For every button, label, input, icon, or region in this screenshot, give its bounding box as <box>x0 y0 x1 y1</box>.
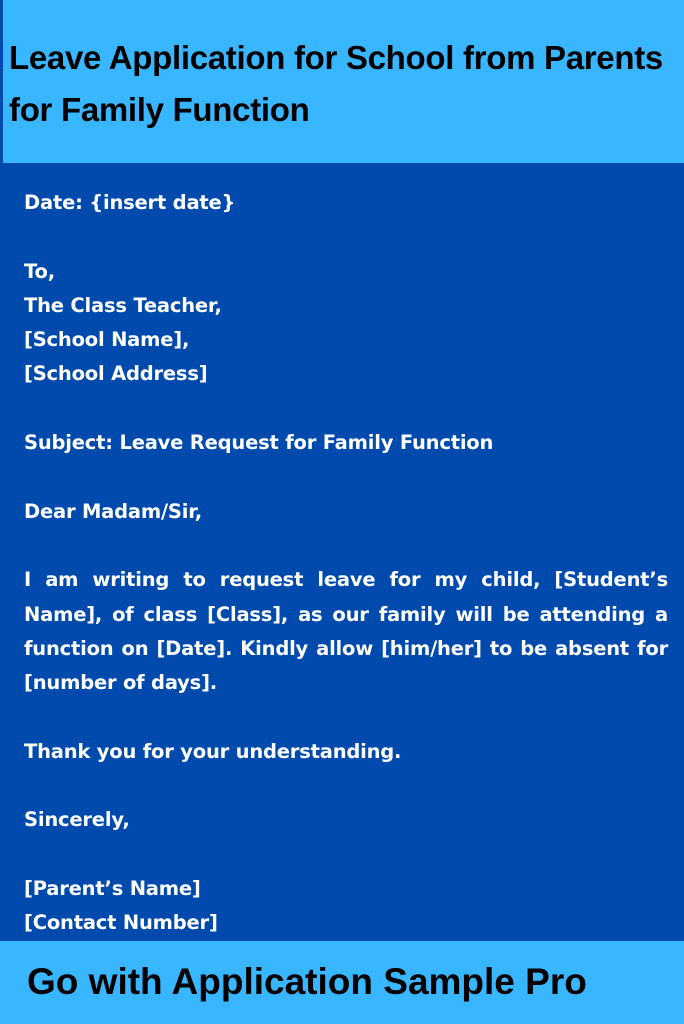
spacer <box>24 838 668 872</box>
thanks-line: Thank you for your understanding. <box>24 739 402 763</box>
letter-body <box>24 186 668 941</box>
title-banner <box>0 0 684 163</box>
brand-tagline: Go with Application Sample Pro <box>27 961 587 1002</box>
spacer <box>24 220 668 254</box>
to-line: To, <box>24 259 55 283</box>
subject-line: Subject: Leave Request for Family Function <box>24 431 494 455</box>
page-title: Leave Application for School from Parents for Family Function <box>9 39 663 128</box>
spacer <box>24 392 668 426</box>
body-paragraph: I am writing to request leave for my child, [Student’s Name], of class [Class], as our family will be attending a function on [Date]. Kindly allow [him/her] to be absent for [number of days]. <box>24 568 668 695</box>
school-address-line: [School Address] <box>24 362 208 386</box>
recipient-line: The Class Teacher, <box>24 293 222 317</box>
spacer <box>24 769 668 803</box>
date-line: Date: {insert date} <box>24 191 236 214</box>
parent-name-line: [Parent’s Name] <box>24 876 201 900</box>
spacer <box>24 460 668 494</box>
school-name-line: [School Name], <box>24 328 190 352</box>
spacer <box>24 529 668 563</box>
closing-line: Sincerely, <box>24 808 130 832</box>
spacer <box>24 700 668 734</box>
salutation-line: Dear Madam/Sir, <box>24 499 202 523</box>
contact-number-line: [Contact Number] <box>24 911 218 935</box>
footer-banner <box>0 941 684 1024</box>
